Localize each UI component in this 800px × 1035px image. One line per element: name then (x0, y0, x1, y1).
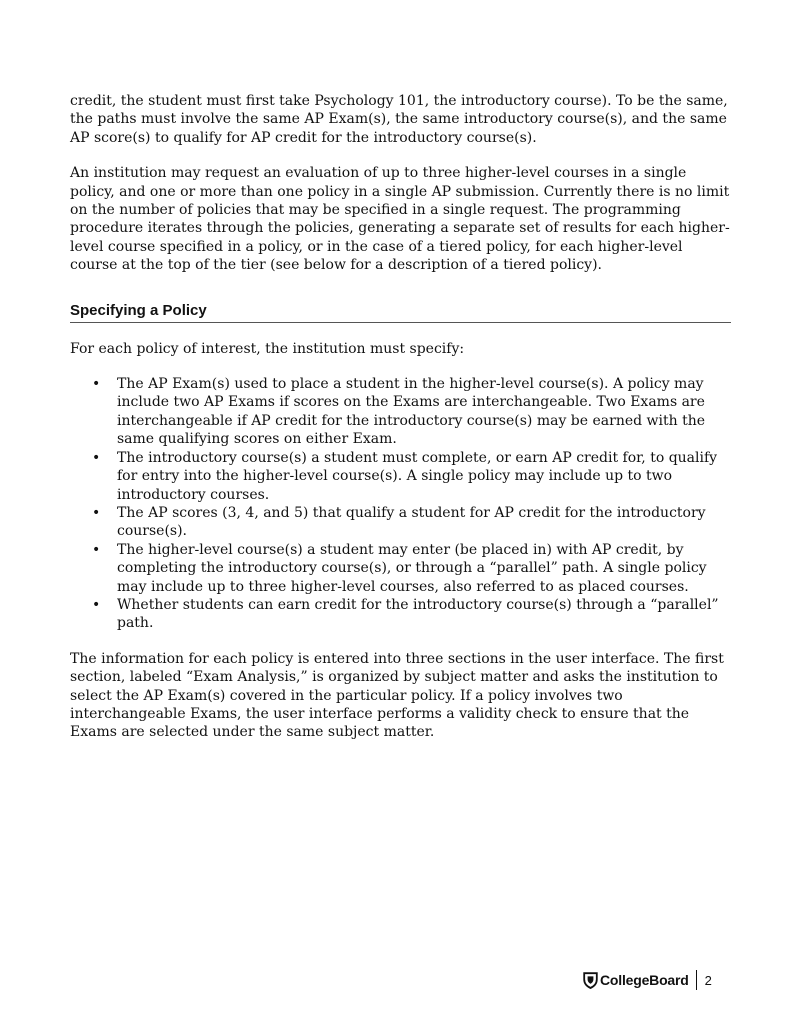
bullet-icon: • (92, 376, 101, 393)
list-item-text: The AP Exam(s) used to place a student in the higher-level course(s). A policy may include two AP Exams if scores on the Exams are interchangeable. Two Exams are interchangeable if AP credit for the introductory course(s) may be earned with the same qualifying scores on either Exam. (117, 376, 706, 448)
page-footer (583, 968, 712, 992)
intro-paragraph: For each policy of interest, the institution must specify: (70, 340, 465, 357)
closing-paragraph: The information for each policy is entered into three sections in the user interface. The first section, labeled “Exam Analysis,” is organized by subject matter and asks the institution to select the AP Exam(s) covered in the particular policy. If a policy involves two interchangeable Exams, the user interface performs a validity check to ensure that the Exams are selected under the same subject matter. (70, 650, 724, 741)
bullet-icon: • (92, 541, 101, 558)
list-item-text: The AP scores (3, 4, and 5) that qualify a student for AP credit for the introductory course(s). (117, 504, 706, 540)
list-item (70, 596, 731, 633)
policy-requirements-list (70, 375, 731, 633)
document-body (70, 92, 731, 759)
footer-divider (696, 970, 697, 990)
list-item (70, 375, 731, 449)
list-item (70, 504, 731, 541)
list-item-text: The introductory course(s) a student must complete, or earn AP credit for, to qualify for entry into the higher-level course(s). A single policy may include up to two introductory courses. (117, 449, 718, 503)
list-item-text: Whether students can earn credit for the introductory course(s) through a “parallel” path. (117, 596, 719, 632)
list-item-text: The higher-level course(s) a student may enter (be placed in) with AP credit, by completing the introductory course(s), or through a “parallel” path. A single policy may include up to three higher-level courses, also referred to as placed courses. (117, 541, 707, 595)
list-item (70, 541, 731, 596)
acorn-icon (583, 971, 598, 989)
bullet-icon: • (92, 596, 101, 613)
list-item (70, 449, 731, 504)
paragraph: credit, the student must first take Psychology 101, the introductory course). To be the same, the paths must involve the same AP Exam(s), the same introductory course(s), and the same AP score(s) to qualify for AP credit for the introductory course(s). (70, 93, 728, 146)
bullet-icon: • (92, 504, 101, 521)
paragraph: An institution may request an evaluation of up to three higher-level courses in a single policy, and one or more than one policy in a single AP submission. Currently there is no limit on the number of policies that may be specified in a single request. The programming procedure iterates through the policies, generating a separate set of results for each higher-level course specified in a policy, or in the case of a tiered policy, for each higher-level course at the top of the tier (see below for a description of a tiered policy). (70, 165, 730, 274)
bullet-icon: • (92, 449, 101, 466)
collegeboard-logo-text: CollegeBoard (600, 972, 689, 988)
section-heading: Specifying a Policy (70, 302, 731, 323)
page-number: 2 (704, 972, 712, 988)
section-heading-block (70, 302, 731, 323)
